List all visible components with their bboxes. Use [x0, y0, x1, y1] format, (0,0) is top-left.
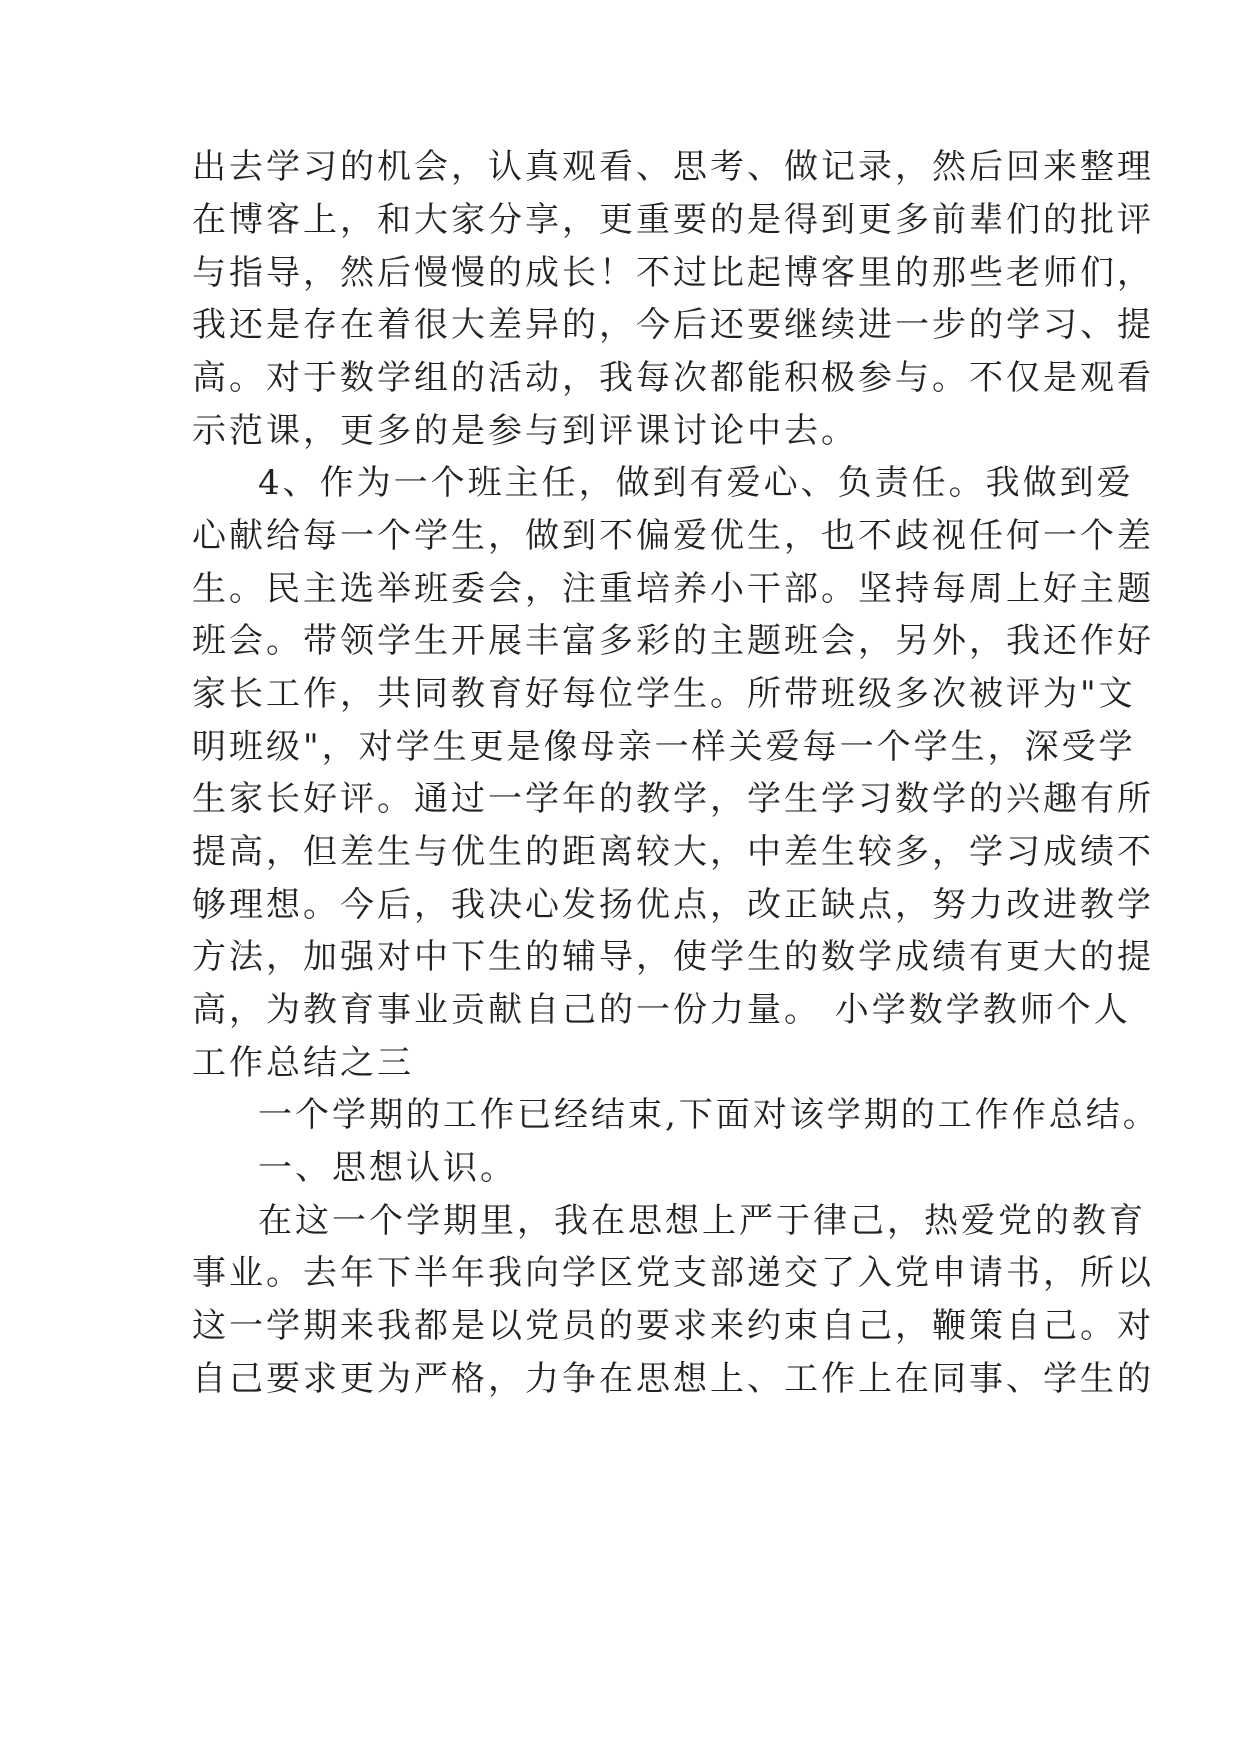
- paragraph-start-line: 4、作为一个班主任，做到有爱心、负责任。我做到爱: [258, 463, 1134, 503]
- body-text-line: 明班级"，对学生更是像母亲一样关爱每一个学生，深受学: [192, 727, 1136, 767]
- body-text-line: 够理想。今后，我决心发扬优点，改正缺点，努力改进教学: [192, 885, 1154, 925]
- body-text-line: 我还是存在着很大差异的，今后还要继续进一步的学习、提: [192, 305, 1154, 345]
- body-text-line: 出去学习的机会，认真观看、思考、做记录，然后回来整理: [192, 147, 1154, 187]
- body-text-line: 在博客上，和大家分享，更重要的是得到更多前辈们的批评: [192, 200, 1154, 240]
- body-text-line: 示范课，更多的是参与到评课讨论中去。: [192, 411, 858, 451]
- body-text-line: 方法，加强对中下生的辅导，使学生的数学成绩有更大的提: [192, 937, 1154, 977]
- body-text-line: 这一学期来我都是以党员的要求来约束自己，鞭策自己。对: [192, 1306, 1154, 1346]
- body-text-line: 工作总结之三: [192, 1043, 414, 1083]
- body-text-line: 生家长好评。通过一学年的教学，学生学习数学的兴趣有所: [192, 779, 1154, 819]
- body-text-line: 事业。去年下半年我向学区党支部递交了入党申请书，所以: [192, 1253, 1154, 1293]
- body-text-line: 自己要求更为严格，力争在思想上、工作上在同事、学生的: [192, 1359, 1154, 1399]
- body-text-line: 生。民主选举班委会，注重培养小干部。坚持每周上好主题: [192, 569, 1154, 609]
- section-heading: 一、思想认识。: [258, 1148, 517, 1188]
- body-text-line: 心献给每一个学生，做到不偏爱优生，也不歧视任何一个差: [192, 516, 1154, 556]
- body-text-line: 班会。带领学生开展丰富多彩的主题班会，另外，我还作好: [192, 621, 1154, 661]
- body-text-line: 高，为教育事业贡献自己的一份力量。 小学数学教师个人: [192, 990, 1131, 1030]
- body-text-line: 高。对于数学组的活动，我每次都能积极参与。不仅是观看: [192, 358, 1154, 398]
- paragraph-start-line: 一个学期的工作已经结束,下面对该学期的工作作总结。: [258, 1095, 1160, 1135]
- paragraph-start-line: 在这一个学期里，我在思想上严于律己，热爱党的教育: [258, 1201, 1146, 1241]
- body-text-line: 与指导，然后慢慢的成长！不过比起博客里的那些老师们，: [192, 253, 1154, 293]
- body-text-line: 提高，但差生与优生的距离较大，中差生较多，学习成绩不: [192, 832, 1154, 872]
- body-text-line: 家长工作，共同教育好每位学生。所带班级多次被评为"文: [192, 674, 1136, 714]
